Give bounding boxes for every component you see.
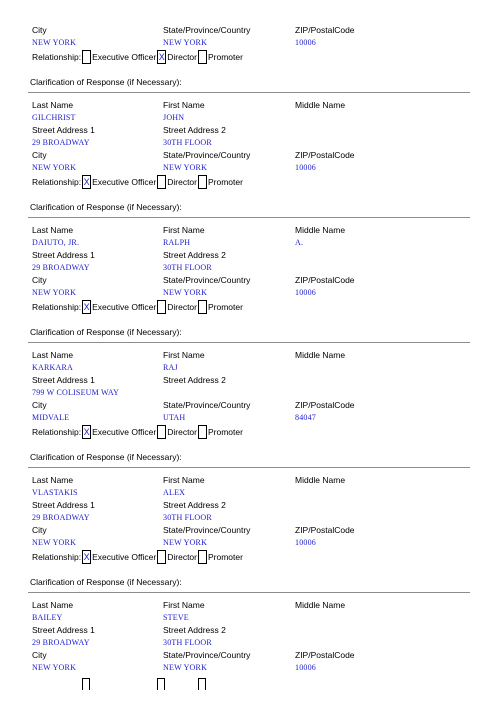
- last-name-label: Last Name: [32, 600, 74, 610]
- zip-value: 10006: [295, 288, 316, 297]
- exec-checkbox[interactable]: [82, 300, 91, 314]
- last-name-value: BAILEY: [32, 613, 63, 622]
- last-name-label: Last Name: [32, 225, 74, 235]
- state-label: State/Province/Country: [163, 400, 251, 410]
- street1-label: Street Address 1: [32, 625, 95, 635]
- state-value: NEW YORK: [163, 38, 208, 47]
- street2-label: Street Address 2: [163, 250, 226, 260]
- city-label: City: [32, 275, 47, 285]
- city-label: City: [32, 400, 47, 410]
- last-name-value: DAIUTO, JR.: [32, 238, 80, 247]
- promoter-checkbox[interactable]: [198, 425, 207, 439]
- exec-label: Executive Officer: [92, 427, 157, 437]
- promoter-label: Promoter: [208, 177, 243, 187]
- street1-label: Street Address 1: [32, 500, 95, 510]
- relationship-row: [32, 550, 243, 564]
- exec-checkbox-partial[interactable]: [82, 678, 90, 690]
- city-value: NEW YORK: [32, 663, 77, 672]
- middle-name-label: Middle Name: [295, 225, 346, 235]
- street1-value: 29 BROADWAY: [32, 263, 90, 272]
- section-divider: [28, 217, 470, 218]
- last-name-value: GILCHRIST: [32, 113, 76, 122]
- clarification-label: Clarification of Response (if Necessary):: [30, 452, 182, 462]
- city-value: NEW YORK: [32, 288, 77, 297]
- middle-name-label: Middle Name: [295, 100, 346, 110]
- city-value: MIDVALE: [32, 413, 70, 422]
- state-value: NEW YORK: [163, 538, 208, 547]
- section-divider: [28, 92, 470, 93]
- director-label: Director: [167, 302, 197, 312]
- director-label: Director: [167, 427, 197, 437]
- street1-value: 29 BROADWAY: [32, 138, 90, 147]
- first-name-value: JOHN: [163, 113, 185, 122]
- relationship-label: Relationship:: [32, 427, 82, 437]
- clarification-label: Clarification of Response (if Necessary):: [30, 327, 182, 337]
- promoter-label: Promoter: [208, 52, 243, 62]
- last-name-label: Last Name: [32, 350, 74, 360]
- section-divider: [28, 467, 470, 468]
- middle-name-label: Middle Name: [295, 475, 346, 485]
- street2-value: 30TH FLOOR: [163, 138, 212, 147]
- zip-label: ZIP/PostalCode: [295, 400, 355, 410]
- exec-label: Executive Officer: [92, 302, 157, 312]
- relationship-label: Relationship:: [32, 552, 82, 562]
- street1-label: Street Address 1: [32, 125, 95, 135]
- first-name-label: First Name: [163, 225, 205, 235]
- street1-label: Street Address 1: [32, 375, 95, 385]
- city-value: NEW YORK: [32, 38, 77, 47]
- first-name-value: STEVE: [163, 613, 189, 622]
- street2-label: Street Address 2: [163, 625, 226, 635]
- zip-label: ZIP/PostalCode: [295, 275, 355, 285]
- relationship-row: [32, 50, 243, 64]
- state-label: State/Province/Country: [163, 650, 251, 660]
- promoter-label: Promoter: [208, 552, 243, 562]
- zip-label: ZIP/PostalCode: [295, 25, 355, 35]
- promoter-checkbox[interactable]: [198, 550, 207, 564]
- promoter-checkbox-partial[interactable]: [198, 678, 206, 690]
- first-name-value: ALEX: [163, 488, 186, 497]
- street1-value: 29 BROADWAY: [32, 513, 90, 522]
- director-label: Director: [167, 552, 197, 562]
- promoter-checkbox[interactable]: [198, 300, 207, 314]
- city-value: NEW YORK: [32, 163, 77, 172]
- first-name-label: First Name: [163, 100, 205, 110]
- street1-label: Street Address 1: [32, 250, 95, 260]
- exec-checkbox[interactable]: [82, 550, 91, 564]
- relationship-label: Relationship:: [32, 302, 82, 312]
- director-checkbox-partial[interactable]: [157, 678, 165, 690]
- street2-value: 30TH FLOOR: [163, 638, 212, 647]
- clarification-label: Clarification of Response (if Necessary):: [30, 577, 182, 587]
- section-divider: [28, 592, 470, 593]
- street2-value: 30TH FLOOR: [163, 263, 212, 272]
- exec-checkbox[interactable]: [82, 50, 91, 64]
- street2-label: Street Address 2: [163, 125, 226, 135]
- relationship-row: [32, 425, 243, 439]
- promoter-checkbox[interactable]: [198, 50, 207, 64]
- promoter-checkbox[interactable]: [198, 175, 207, 189]
- street1-value: 799 W COLISEUM WAY: [32, 388, 120, 397]
- state-value: NEW YORK: [163, 288, 208, 297]
- city-value: NEW YORK: [32, 538, 77, 547]
- zip-label: ZIP/PostalCode: [295, 525, 355, 535]
- city-label: City: [32, 150, 47, 160]
- relationship-row: [32, 175, 243, 189]
- zip-value: 10006: [295, 538, 316, 547]
- exec-checkbox[interactable]: [82, 425, 91, 439]
- city-label: City: [32, 525, 47, 535]
- zip-label: ZIP/PostalCode: [295, 150, 355, 160]
- street1-value: 29 BROADWAY: [32, 638, 90, 647]
- first-name-value: RALPH: [163, 238, 191, 247]
- street2-label: Street Address 2: [163, 375, 226, 385]
- first-name-label: First Name: [163, 350, 205, 360]
- exec-checkbox[interactable]: [82, 175, 91, 189]
- first-name-value: RAJ: [163, 363, 178, 372]
- last-name-value: KARKARA: [32, 363, 73, 372]
- promoter-label: Promoter: [208, 427, 243, 437]
- state-label: State/Province/Country: [163, 275, 251, 285]
- last-name-label: Last Name: [32, 100, 74, 110]
- relationship-label: Relationship:: [32, 177, 82, 187]
- relationship-row: [32, 300, 243, 314]
- state-label: State/Province/Country: [163, 25, 251, 35]
- zip-value: 84047: [295, 413, 316, 422]
- exec-label: Executive Officer: [92, 177, 157, 187]
- exec-label: Executive Officer: [92, 52, 157, 62]
- state-label: State/Province/Country: [163, 150, 251, 160]
- middle-name-value: A.: [295, 238, 304, 247]
- zip-value: 10006: [295, 38, 316, 47]
- director-checkbox[interactable]: [157, 175, 166, 189]
- promoter-label: Promoter: [208, 302, 243, 312]
- state-value: NEW YORK: [163, 663, 208, 672]
- exec-label: Executive Officer: [92, 552, 157, 562]
- state-value: NEW YORK: [163, 163, 208, 172]
- section-divider: [28, 342, 470, 343]
- first-name-label: First Name: [163, 475, 205, 485]
- state-label: State/Province/Country: [163, 525, 251, 535]
- director-checkbox[interactable]: [157, 425, 166, 439]
- zip-value: 10006: [295, 663, 316, 672]
- clarification-label: Clarification of Response (if Necessary):: [30, 77, 182, 87]
- zip-label: ZIP/PostalCode: [295, 650, 355, 660]
- city-label: City: [32, 650, 47, 660]
- middle-name-label: Middle Name: [295, 600, 346, 610]
- last-name-label: Last Name: [32, 475, 74, 485]
- director-checkbox[interactable]: [157, 300, 166, 314]
- city-label: City: [32, 25, 47, 35]
- zip-value: 10006: [295, 163, 316, 172]
- clarification-label: Clarification of Response (if Necessary):: [30, 202, 182, 212]
- street2-value: 30TH FLOOR: [163, 513, 212, 522]
- state-value: UTAH: [163, 413, 186, 422]
- director-label: Director: [167, 52, 197, 62]
- middle-name-label: Middle Name: [295, 350, 346, 360]
- director-checkbox[interactable]: [157, 50, 166, 64]
- last-name-value: VLASTAKIS: [32, 488, 78, 497]
- first-name-label: First Name: [163, 600, 205, 610]
- street2-label: Street Address 2: [163, 500, 226, 510]
- relationship-label: Relationship:: [32, 52, 82, 62]
- director-checkbox[interactable]: [157, 550, 166, 564]
- director-label: Director: [167, 177, 197, 187]
